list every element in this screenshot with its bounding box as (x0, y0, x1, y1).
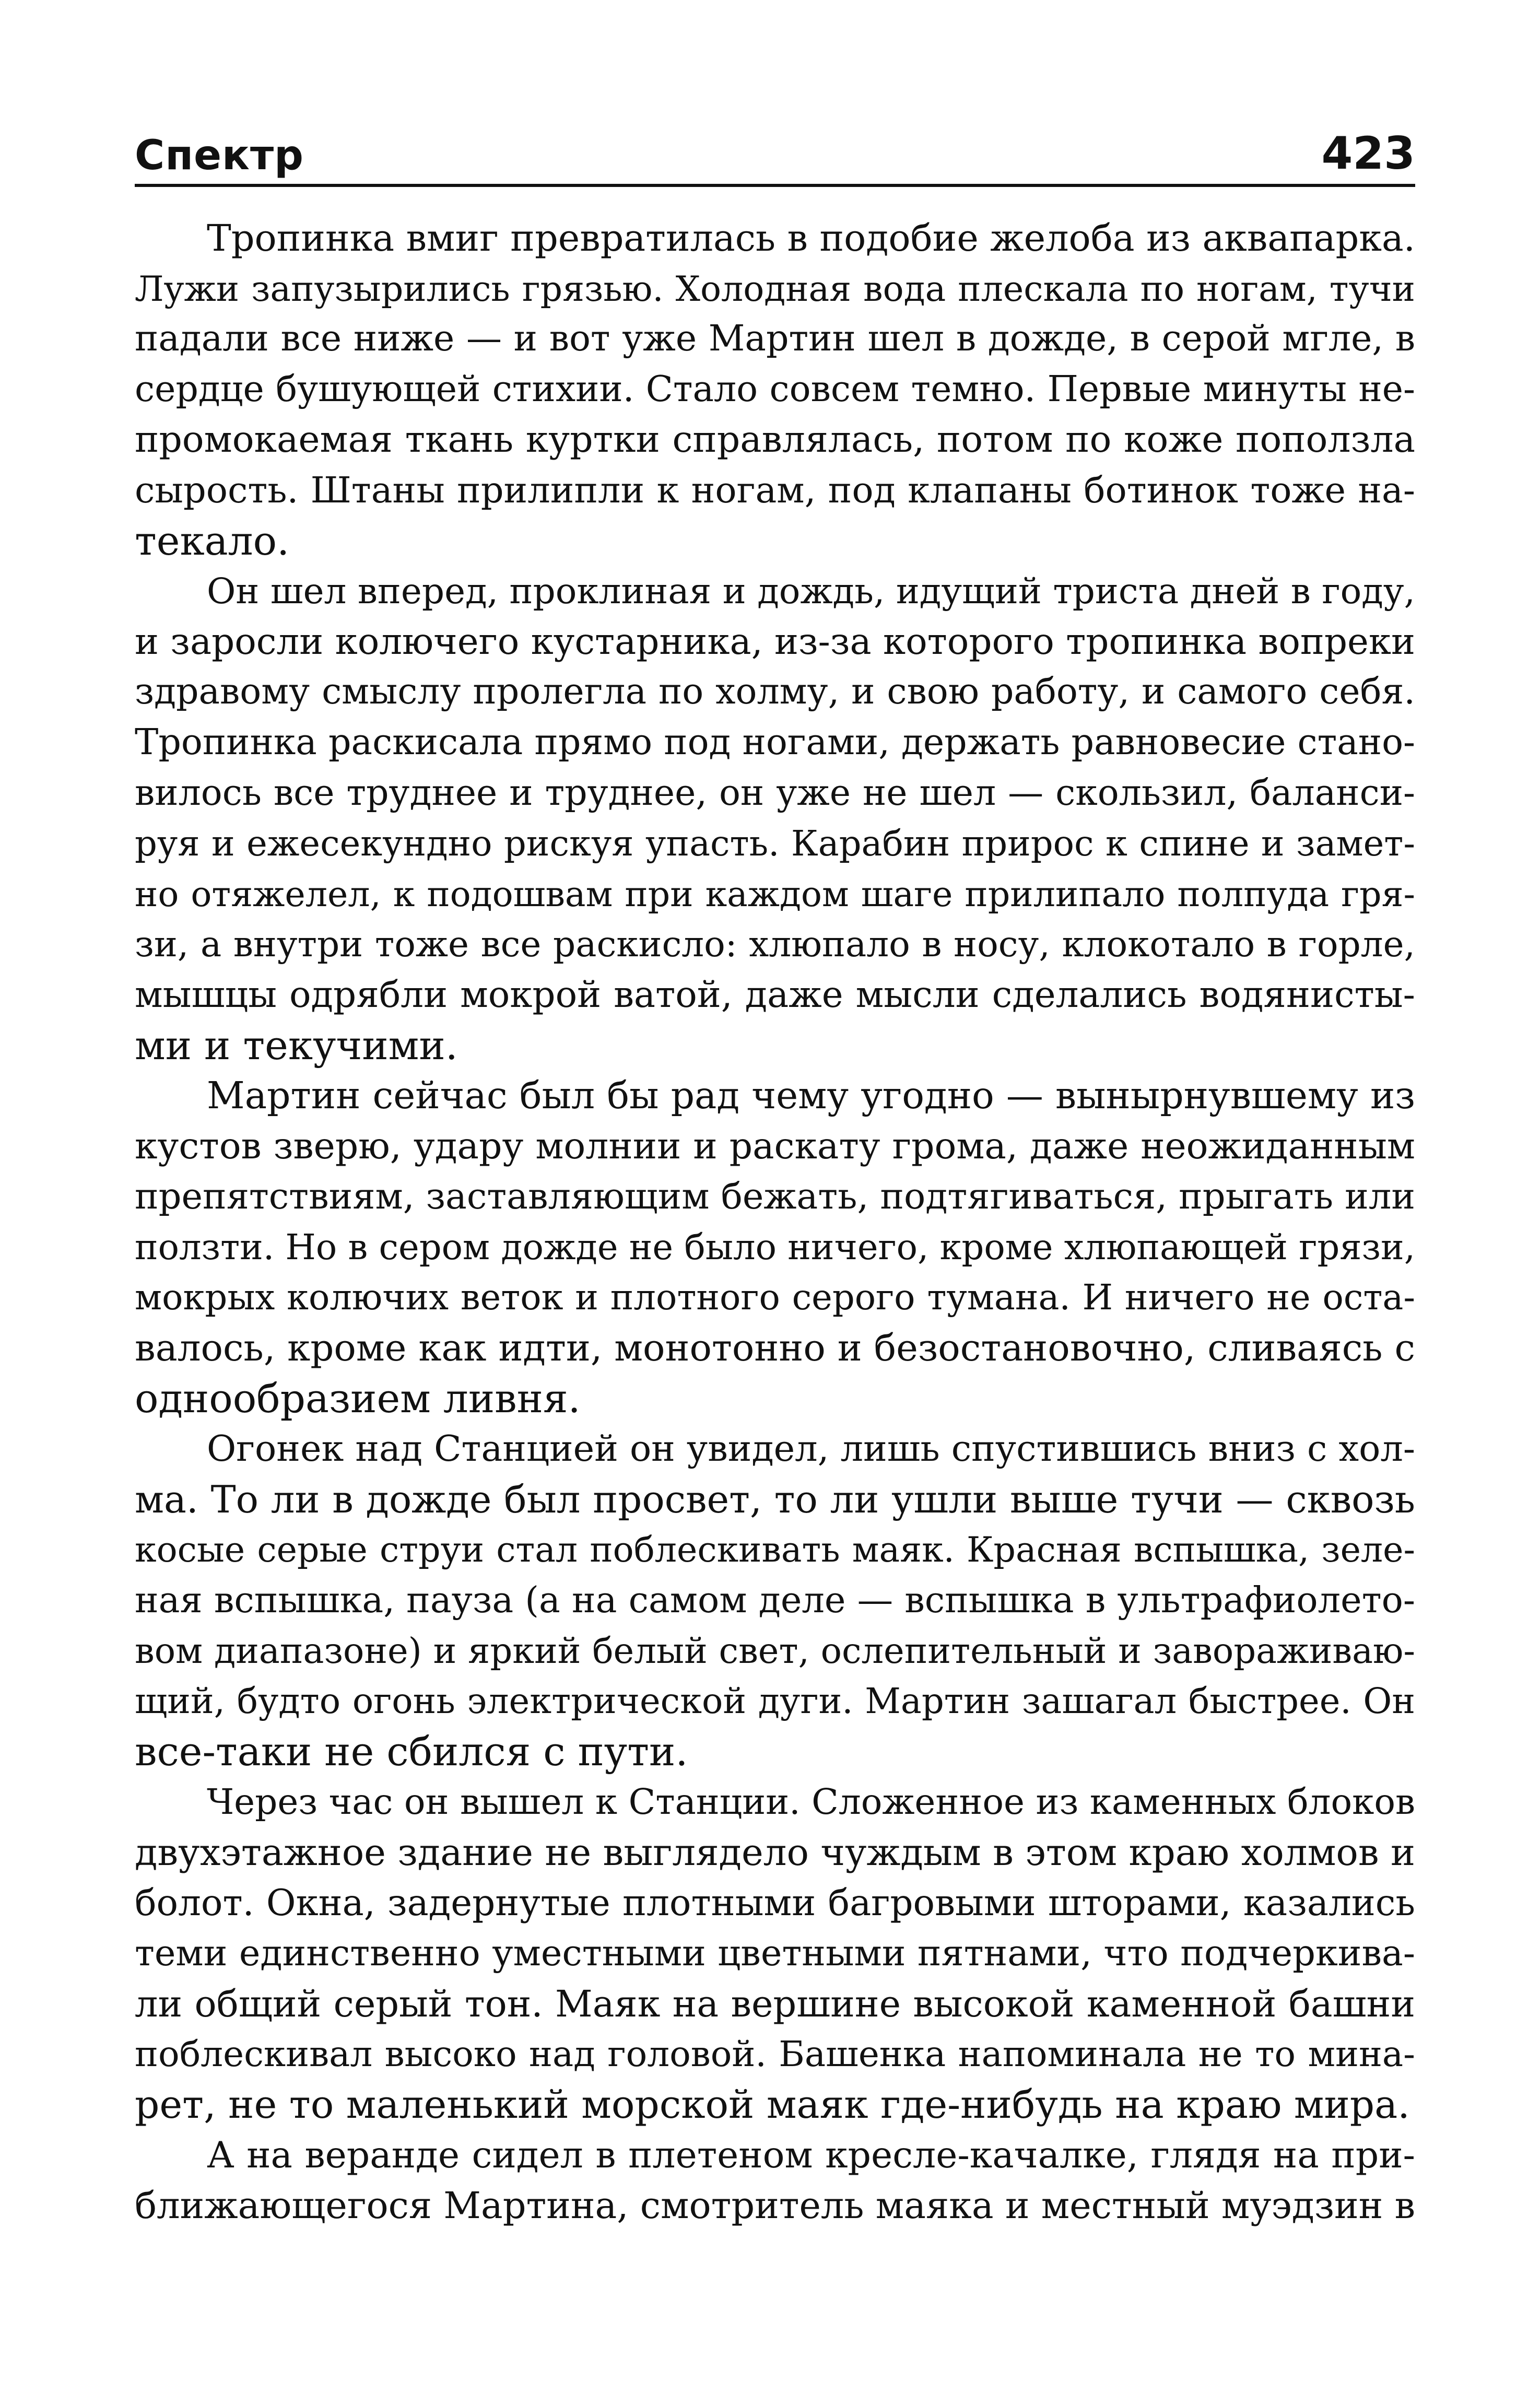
text-line: Через час он вышел к Станции. Сложенное из каменных блоков (207, 1781, 1415, 1823)
text-line: и заросли колючего кустарника, из-за которого тропинка вопреки (135, 620, 1415, 663)
paragraph-6 (135, 2130, 1415, 2231)
header-rule (135, 184, 1415, 187)
paragraph-2 (135, 566, 1415, 1071)
text-line: ближающегося Мартина, смотритель маяка и местный муэдзин в (135, 2184, 1415, 2227)
text-line: но отяжелел, к подошвам при каждом шаге прилипало полпуда гря- (135, 873, 1415, 914)
text-line: Лужи запузырились грязью. Холодная вода плескала по ногам, тучи (135, 268, 1415, 309)
text-line: текало. (135, 518, 290, 564)
text-line: все-таки не сбился с пути. (135, 1728, 688, 1775)
text-line: Тропинка вмиг превратилась в подобие желоба из аквапарка. (207, 217, 1415, 260)
text-line: А на веранде сидел в плетеном кресле-качалке, глядя на при- (207, 2133, 1415, 2176)
text-line: однообразием ливня. (135, 1375, 581, 1422)
text-line: болот. Окна, задернутые плотными багровыми шторами, казались (135, 1882, 1415, 1924)
book-title: Спектр (135, 132, 304, 179)
text-line: промокаемая ткань куртки справлялась, потом по коже поползла (135, 418, 1415, 461)
text-line: рет, не то маленький морской маяк где-нибудь на краю мира. (135, 2082, 1410, 2127)
text-line: косые серые струи стал поблескивать маяк. Красная вспышка, зеле- (135, 1529, 1415, 1570)
text-line: поблескивал высоко над головой. Башенка напоминала не то мина- (135, 2033, 1415, 2075)
text-line: вом диапазоне) и яркий белый свет, ослепительный и завораживаю- (135, 1630, 1415, 1671)
text-line: зи, а внутри тоже все раскисло: хлюпало в носу, клокотало в горле, (135, 923, 1415, 965)
text-line: ли общий серый тон. Маяк на вершине высокой каменной башни (135, 1982, 1415, 2025)
text-line: двухэтажное здание не выглядело чуждым в этом краю холмов и (135, 1831, 1415, 1874)
text-line: Огонек над Станцией он увидел, лишь спустившись вниз с хол- (207, 1428, 1415, 1470)
text-line: ми и текучими. (135, 1022, 458, 1069)
text-line: щий, будто огонь электрической дуги. Мартин зашагал быстрее. Он (135, 1681, 1415, 1722)
page-number: 423 (1321, 127, 1415, 180)
text-line: валось, кроме как идти, монотонно и безостановочно, сливаясь с (135, 1327, 1415, 1370)
paragraph-3 (135, 1071, 1415, 1424)
text-line: здравому смыслу пролегла по холму, и свою работу, и самого себя. (135, 671, 1415, 713)
text-line: сердце бушующей стихии. Стало совсем темно. Первые минуты не- (135, 368, 1415, 410)
text-line: сырость. Штаны прилипли к ногам, под клапаны ботинок тоже на- (135, 469, 1415, 511)
paragraph-1 (135, 213, 1415, 566)
text-line: Он шел вперед, проклиная и дождь, идущий триста дней в году, (207, 570, 1415, 612)
text-line: кустов зверю, удару молнии и раскату грома, даже неожиданным (135, 1124, 1415, 1167)
text-line: препятствиям, заставляющим бежать, подтягиваться, прыгать или (135, 1176, 1415, 1218)
text-line: Мартин сейчас был бы рад чему угодно — вынырнувшему из (207, 1074, 1415, 1118)
text-line: мышцы одрябли мокрой ватой, даже мысли сделались водянисты- (135, 974, 1415, 1016)
text-line: теми единственно уместными цветными пятнами, что подчеркива- (135, 1932, 1415, 1975)
text-line: ползти. Но в сером дожде не было ничего, кроме хлюпающей грязи, (135, 1226, 1415, 1268)
text-line: мокрых колючих веток и плотного серого тумана. И ничего не оста- (135, 1277, 1415, 1318)
running-header (135, 112, 1415, 185)
text-line: падали все ниже — и вот уже Мартин шел в дожде, в серой мгле, в (135, 318, 1415, 360)
text-line: вилось все труднее и труднее, он уже не шел — скользил, баланси- (135, 772, 1415, 814)
paragraph-4 (135, 1424, 1415, 1777)
text-line: ная вспышка, пауза (а на самом деле — вспышка в ультрафиолето- (135, 1579, 1415, 1622)
text-line: ма. То ли в дожде был просвет, то ли ушли выше тучи — сквозь (135, 1477, 1415, 1521)
text-line: Тропинка раскисала прямо под ногами, держать равновесие стано- (135, 721, 1415, 763)
body-text (135, 213, 1415, 2231)
text-line: руя и ежесекундно рискуя упасть. Карабин прирос к спине и замет- (135, 823, 1415, 864)
paragraph-5 (135, 1777, 1415, 2130)
